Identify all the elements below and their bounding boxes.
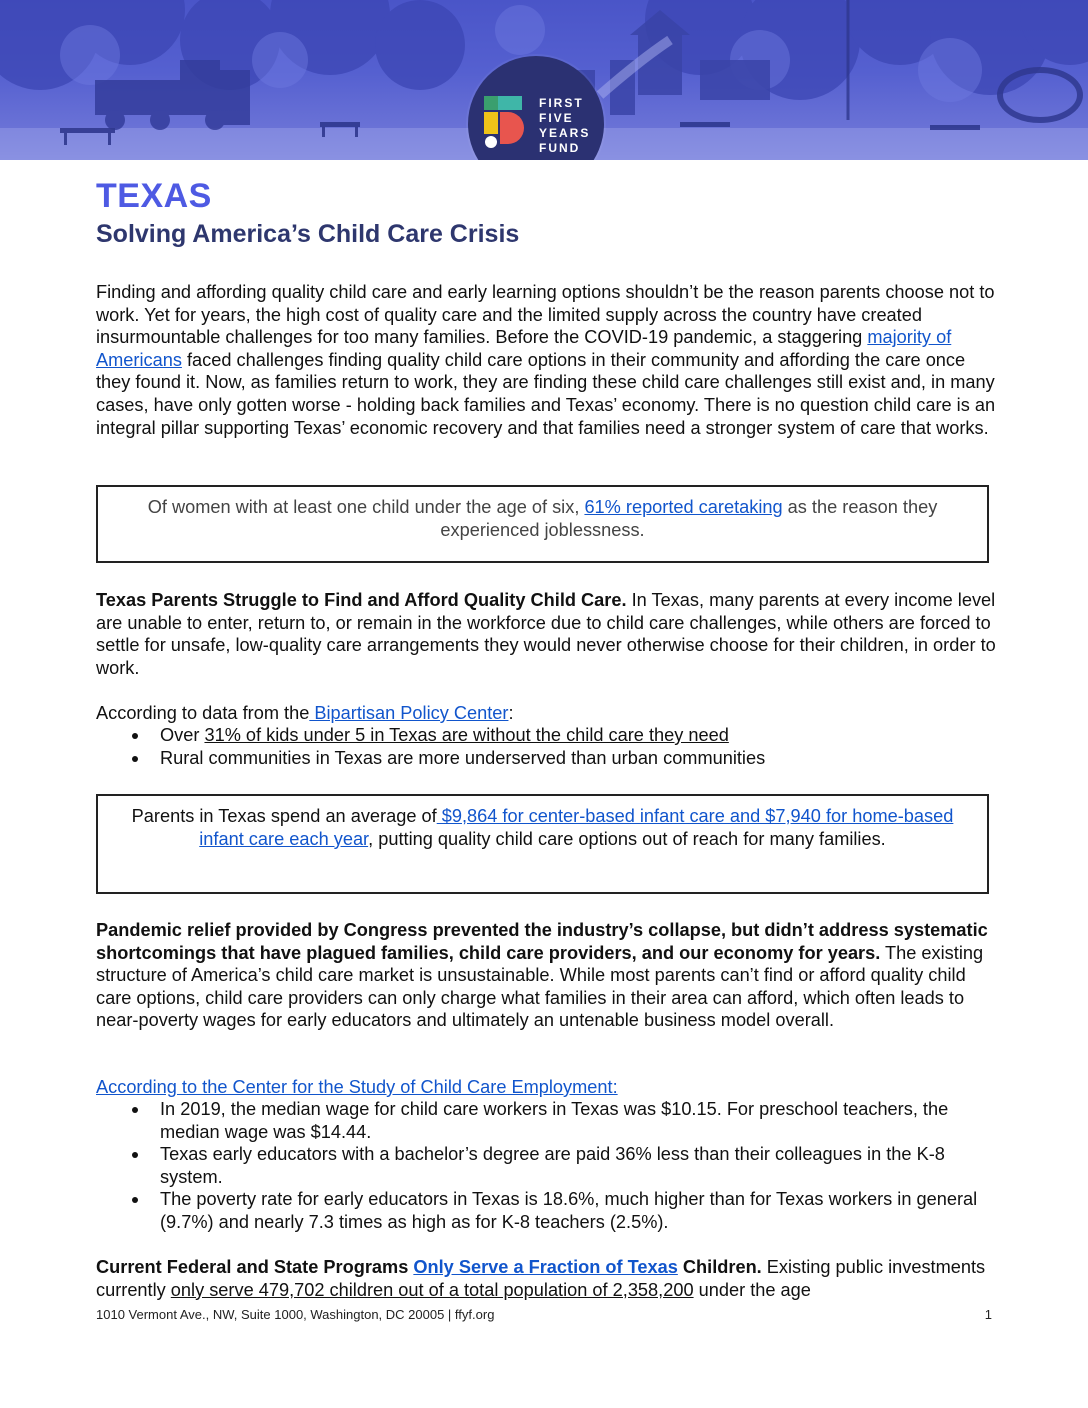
page-footer	[96, 1307, 992, 1322]
intro-paragraph	[96, 281, 996, 439]
section-parents-struggle	[96, 589, 996, 679]
state-title: TEXAS	[96, 177, 212, 215]
section3-underlined-stat: only serve 479,702 children out of a total population of 2,358,200	[170, 1279, 694, 1300]
callout1-text-1: Of women with at least one child under the age of six,	[147, 497, 585, 517]
callout2-text-1: Parents in Texas spend an average of	[131, 806, 437, 826]
callout1-text-2: as the reason they experienced joblessness.	[440, 497, 938, 540]
page-number: 1	[984, 1307, 992, 1322]
list-item: Texas early educators with a bachelor’s degree are paid 36% less than their colleagues in the K-8 system.	[96, 1143, 996, 1188]
logo-line-2: FIVE	[539, 111, 574, 125]
section3-text-1: Existing public investments currently	[96, 1257, 986, 1300]
list-item: The poverty rate for early educators in Texas is 18.6%, much higher than for Texas workers in general (9.7%) and nearly 7.3 times as high as for K-8 teachers (2.5%).	[96, 1188, 996, 1233]
bpc-text-1: According to data from the	[96, 703, 310, 723]
callout-box-joblessness	[96, 485, 989, 563]
bpc-intro	[96, 702, 996, 725]
logo-line-3: YEARS	[539, 126, 591, 140]
intro-text-2: faced challenges finding quality child care options in their community and affording the care once they found it. Now, as families return to work, they are finding these child care challenges still exist and, in many cases, have only gotten worse - holding back families and Texas’ economy. There is no question child care is an integral pillar supporting Texas’ economic recovery and that families need a stronger system of care that works.	[96, 349, 996, 438]
logo-line-4: FUND	[539, 141, 581, 155]
only-serve-fraction-link[interactable]: Only Serve a Fraction of Texas	[413, 1257, 678, 1277]
list-item	[96, 747, 996, 770]
section-current-programs	[96, 1256, 996, 1301]
logo-line-1: FIRST	[539, 96, 584, 110]
majority-of-americans-link[interactable]: majority of Americans	[96, 327, 952, 370]
section2-heading: Pandemic relief provided by Congress prevented the industry’s collapse, but didn’t address systematic shortcomings that have plagued families, child care providers, and our economy for years.	[96, 920, 988, 963]
bpc-bullet-1-pre: Over	[160, 725, 205, 745]
section3-heading-2: Children.	[677, 1257, 762, 1277]
cscce-bullet-list	[96, 1098, 996, 1234]
section3-text-2: under the age	[693, 1279, 811, 1300]
cscce-link[interactable]: According to the Center for the Study of Child Care Employment:	[96, 1077, 618, 1097]
callout-box-infant-care-cost	[96, 794, 989, 894]
page-subtitle: Solving America’s Child Care Crisis	[96, 220, 520, 248]
section2-text: The existing structure of America’s child care market is unsustainable. While most parents can’t find or afford quality child care options, child care providers can only charge what families in their area can afford, which often leads to near-poverty wages for early educators and ultimately an untenable business model overall.	[96, 942, 984, 1031]
callout2-text-2: , putting quality child care options out of reach for many families.	[368, 828, 886, 849]
list-item: In 2019, the median wage for child care workers in Texas was $10.15. For preschool teachers, the median wage was $14.44.	[96, 1098, 996, 1143]
section3-heading-1: Current Federal and State Programs	[96, 1257, 414, 1277]
footer-address: 1010 Vermont Ave., NW, Suite 1000, Washington, DC 20005 | ffyf.org	[96, 1307, 495, 1322]
caretaking-stat-link[interactable]: 61% reported caretaking	[584, 497, 783, 517]
list-item	[96, 724, 996, 747]
logo-wordmark	[539, 96, 590, 156]
bpc-bullet-2-text: Rural communities in Texas are more underserved than urban communities	[160, 747, 766, 768]
bpc-bullet-list	[96, 724, 996, 769]
logo-mark-icon	[482, 92, 534, 158]
bipartisan-policy-center-link[interactable]: Bipartisan Policy Center	[309, 703, 509, 723]
infant-care-cost-link[interactable]: $9,864 for center-based infant care and $7,940 for home-based infant care each year	[199, 806, 954, 849]
bpc-bullet-1-underlined: 31% of kids under 5 in Texas are without the child care they need	[204, 725, 729, 745]
intro-text-1: Finding and affording quality child care and early learning options shouldn’t be the reason parents choose not to work. Yet for years, the high cost of quality care and the limited supply across the country have created insurmountable challenges for too many families. Before the COVID-19 pandemic, a staggering	[96, 282, 995, 348]
section1-heading: Texas Parents Struggle to Find and Afford Quality Child Care.	[96, 590, 627, 610]
header-banner	[0, 0, 1088, 160]
section-pandemic-relief	[96, 919, 996, 1032]
cscce-intro	[96, 1076, 996, 1099]
section1-text: In Texas, many parents at every income level are unable to enter, return to, or remain in the workforce due to child care challenges, while others are forced to settle for unsafe, low-quality care arrangements they would never otherwise choose for their children, in order to work.	[96, 590, 996, 678]
bpc-text-2: :	[508, 703, 514, 723]
